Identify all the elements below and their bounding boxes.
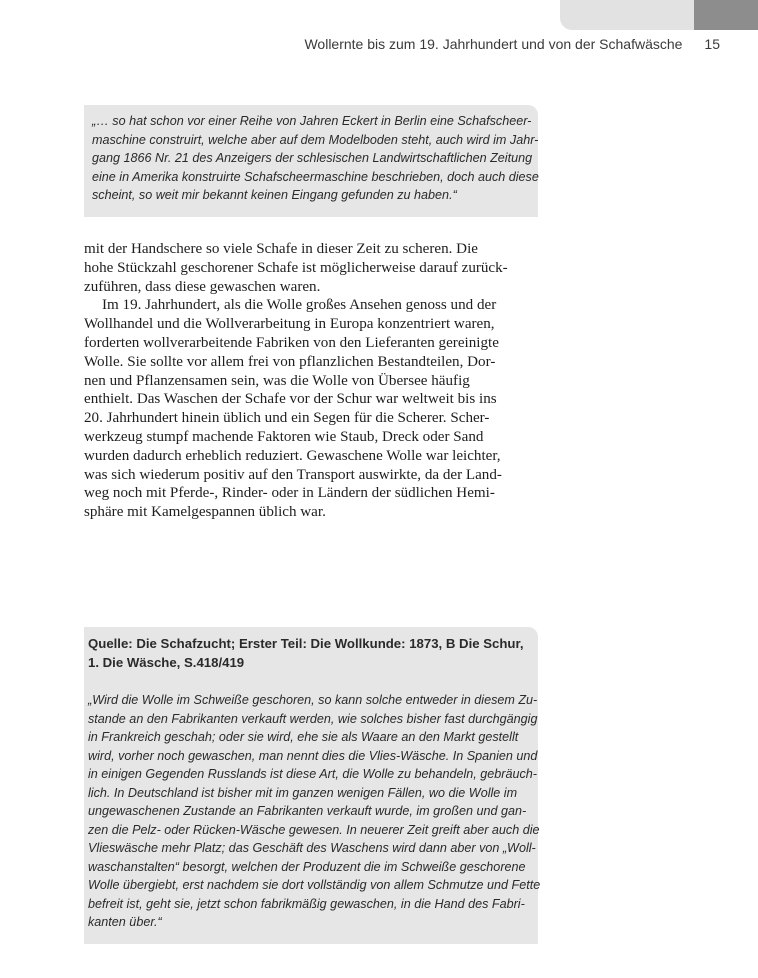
quote-2-line: stande an den Fabrikanten verkauft werden, wie solches bisher fast durchgängig bbox=[88, 711, 538, 726]
body-line: Wolle. Sie sollte vor allem frei von pflanzlichen Bestandteilen, Dor- bbox=[84, 353, 496, 370]
body-line: was sich wiederum positiv auf den Transport auswirkte, da der Land- bbox=[84, 466, 502, 483]
quote-1-line: gang 1866 Nr. 21 des Anzeigers der schlesischen Landwirtschaftlichen Zeitung bbox=[92, 151, 533, 165]
quote-2-line: Wolle übergiebt, erst nachdem sie dort vollständig von allem Schmutze und Fette bbox=[88, 878, 541, 892]
quote-1-line: maschine construirt, welche aber auf dem Modelboden steht, auch wird im Jahr- bbox=[92, 132, 539, 147]
quote-1-line: scheint, so weit mir bekannt keinen Eingang gefunden zu haben.“ bbox=[92, 188, 457, 202]
quote-2-line: in einigen Gegenden Russlands ist diese Art, die Wolle zu behandeln, gebräuch- bbox=[88, 767, 537, 781]
body-line: enthielt. Das Waschen der Schafe vor der Schur war weltweit bis ins bbox=[84, 391, 497, 408]
paragraph-1 bbox=[84, 240, 544, 296]
heading-line: Quelle: Die Schafzucht; Erster Teil: Die Wollkunde: 1873, B Die Schur, bbox=[88, 636, 524, 651]
main-body-text bbox=[84, 240, 544, 522]
quote-1-line: „… so hat schon vor einer Reihe von Jahren Eckert in Berlin eine Schafscheer- bbox=[92, 114, 532, 128]
quote-2-source-heading bbox=[88, 634, 528, 672]
quote-1-text bbox=[92, 112, 539, 205]
quote-2-line: Vlieswäsche mehr Platz; das Geschäft des Waschens wird dann aber von „Woll- bbox=[88, 841, 536, 855]
quote-2-line: befreit ist, geht sie, jetzt schon fabrikmäßig gewaschen, in die Hand des Fabri- bbox=[88, 896, 525, 911]
body-line: hohe Stückzahl geschorener Schafe ist möglicherweise darauf zurück- bbox=[84, 259, 508, 276]
body-line: mit der Handschere so viele Schafe in dieser Zeit zu scheren. Die bbox=[84, 241, 478, 257]
body-line: forderten wollverarbeitende Fabriken von den Lieferanten gereinigte bbox=[84, 334, 499, 351]
page-number: 15 bbox=[704, 36, 720, 52]
body-line: sphäre mit Kamelgespannen üblich war. bbox=[84, 504, 326, 521]
quote-1-line: eine in Amerika konstruirte Schafscheermaschine beschrieben, doch auch diese bbox=[92, 169, 539, 184]
quote-2-line: lich. In Deutschland ist bisher mit im ganzen wenigen Fällen, wo die Wolle im bbox=[88, 785, 518, 800]
quote-2-line: in Frankreich geschah; oder sie wird, ehe sie als Waare an den Markt gestellt bbox=[88, 730, 519, 744]
paragraph-2 bbox=[84, 296, 544, 522]
quote-2-line: waschanstalten“ besorgt, welchen der Produzent die im Schweiße geschorene bbox=[88, 859, 526, 874]
body-line: weg noch mit Pferde-, Rinder- oder in Ländern der südlichen Hemi- bbox=[84, 485, 495, 502]
body-line: zuführen, dass diese gewaschen waren. bbox=[84, 278, 321, 295]
body-line: Im 19. Jahrhundert, als die Wolle großes Ansehen genoss und der bbox=[102, 297, 497, 314]
running-header bbox=[300, 36, 720, 52]
quote-box-2 bbox=[84, 627, 541, 944]
quote-2-line: ungewaschenen Zustande an Fabrikanten verkauft wurde, im großen und gan- bbox=[88, 804, 527, 818]
quote-2-line: kanten über.“ bbox=[88, 915, 162, 929]
quote-2-line: wird, vorher noch gewaschen, man nennt dies die Vlies-Wäsche. In Spanien und bbox=[88, 748, 538, 763]
header-tab-light bbox=[560, 0, 700, 30]
heading-line: 1. Die Wäsche, S.418/419 bbox=[88, 655, 245, 670]
body-line: wurden dadurch erheblich reduziert. Gewaschene Wolle war leichter, bbox=[84, 447, 501, 464]
body-line: werkzeug stumpf machende Faktoren wie Staub, Dreck oder Sand bbox=[84, 428, 484, 445]
chapter-title: Wollernte bis zum 19. Jahrhundert und von der Schafwäsche bbox=[304, 36, 683, 52]
body-line: nen und Pflanzensamen sein, was die Wolle von Übersee häufig bbox=[84, 372, 470, 389]
quote-2-text bbox=[88, 691, 541, 932]
quote-box-1 bbox=[84, 105, 538, 217]
body-line: 20. Jahrhundert hinein üblich und ein Segen für die Scherer. Scher- bbox=[84, 410, 490, 427]
quote-2-line: „Wird die Wolle im Schweiße geschoren, so kann solche entweder in diesem Zu- bbox=[88, 693, 538, 707]
header-tab-dark bbox=[694, 0, 758, 30]
quote-2-line: zen die Pelz- oder Rücken-Wäsche gewesen. In neuerer Zeit greift aber auch die bbox=[88, 822, 540, 837]
body-line: Wollhandel und die Wollverarbeitung in Europa konzentriert waren, bbox=[84, 316, 495, 333]
